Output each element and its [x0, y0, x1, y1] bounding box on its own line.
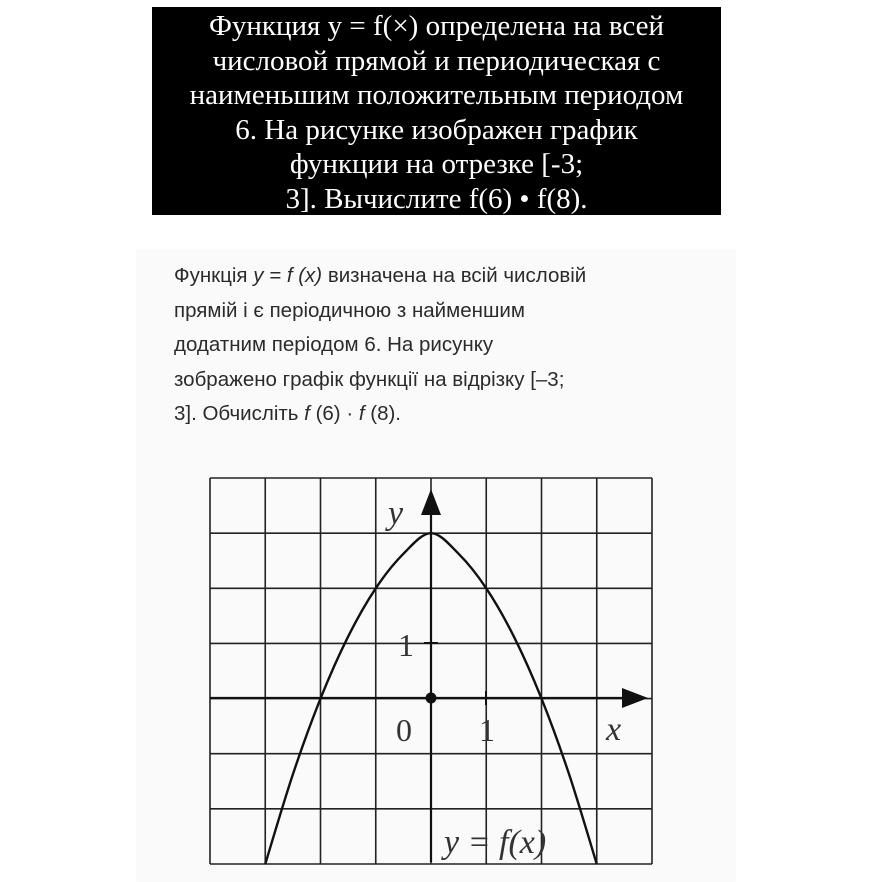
banner-line: наименьшим положительным периодом: [189, 79, 684, 111]
problem-text-fragment: визначена на всій числовій: [322, 264, 587, 287]
x-tick-label: 1: [479, 712, 495, 748]
function-formula: y = f (x): [253, 264, 323, 287]
origin-point: [426, 693, 437, 704]
problem-text-fragment: (6) ·: [309, 402, 359, 425]
y-axis-arrow: [421, 489, 441, 515]
problem-text-fragment: (8).: [364, 402, 401, 425]
banner-line: числовой прямой и периодическая с: [212, 44, 661, 77]
problem-line: прямій і є періодичною з найменшим: [174, 298, 525, 322]
banner-line: Функция y = f(×) определена на всей: [209, 10, 664, 42]
problem-line: додатним періодом 6. На рисунку: [174, 333, 494, 356]
x-axis-label: x: [606, 711, 622, 748]
y-tick-label: 1: [398, 627, 414, 663]
x-axis-arrow: [622, 688, 648, 708]
function-symbol: f: [304, 402, 310, 425]
banner-line: функции на отрезке [-3;: [289, 148, 584, 180]
problem-text-fragment: Функція: [174, 264, 254, 287]
function-label: y = f(x): [444, 824, 547, 861]
y-axis-label: y: [388, 495, 404, 532]
origin-label: 0: [396, 712, 412, 748]
function-symbol: f: [358, 402, 365, 425]
problem-line: зображено графік функції на відрізку [–3;: [174, 367, 565, 391]
banner-line: 3]. Вычислите f(6) • f(8).: [285, 182, 588, 215]
problem-text-fragment: 3]. Обчисліть: [174, 402, 305, 425]
axes: [210, 489, 648, 862]
banner-line: 6. На рисунке изображен график: [235, 113, 638, 146]
